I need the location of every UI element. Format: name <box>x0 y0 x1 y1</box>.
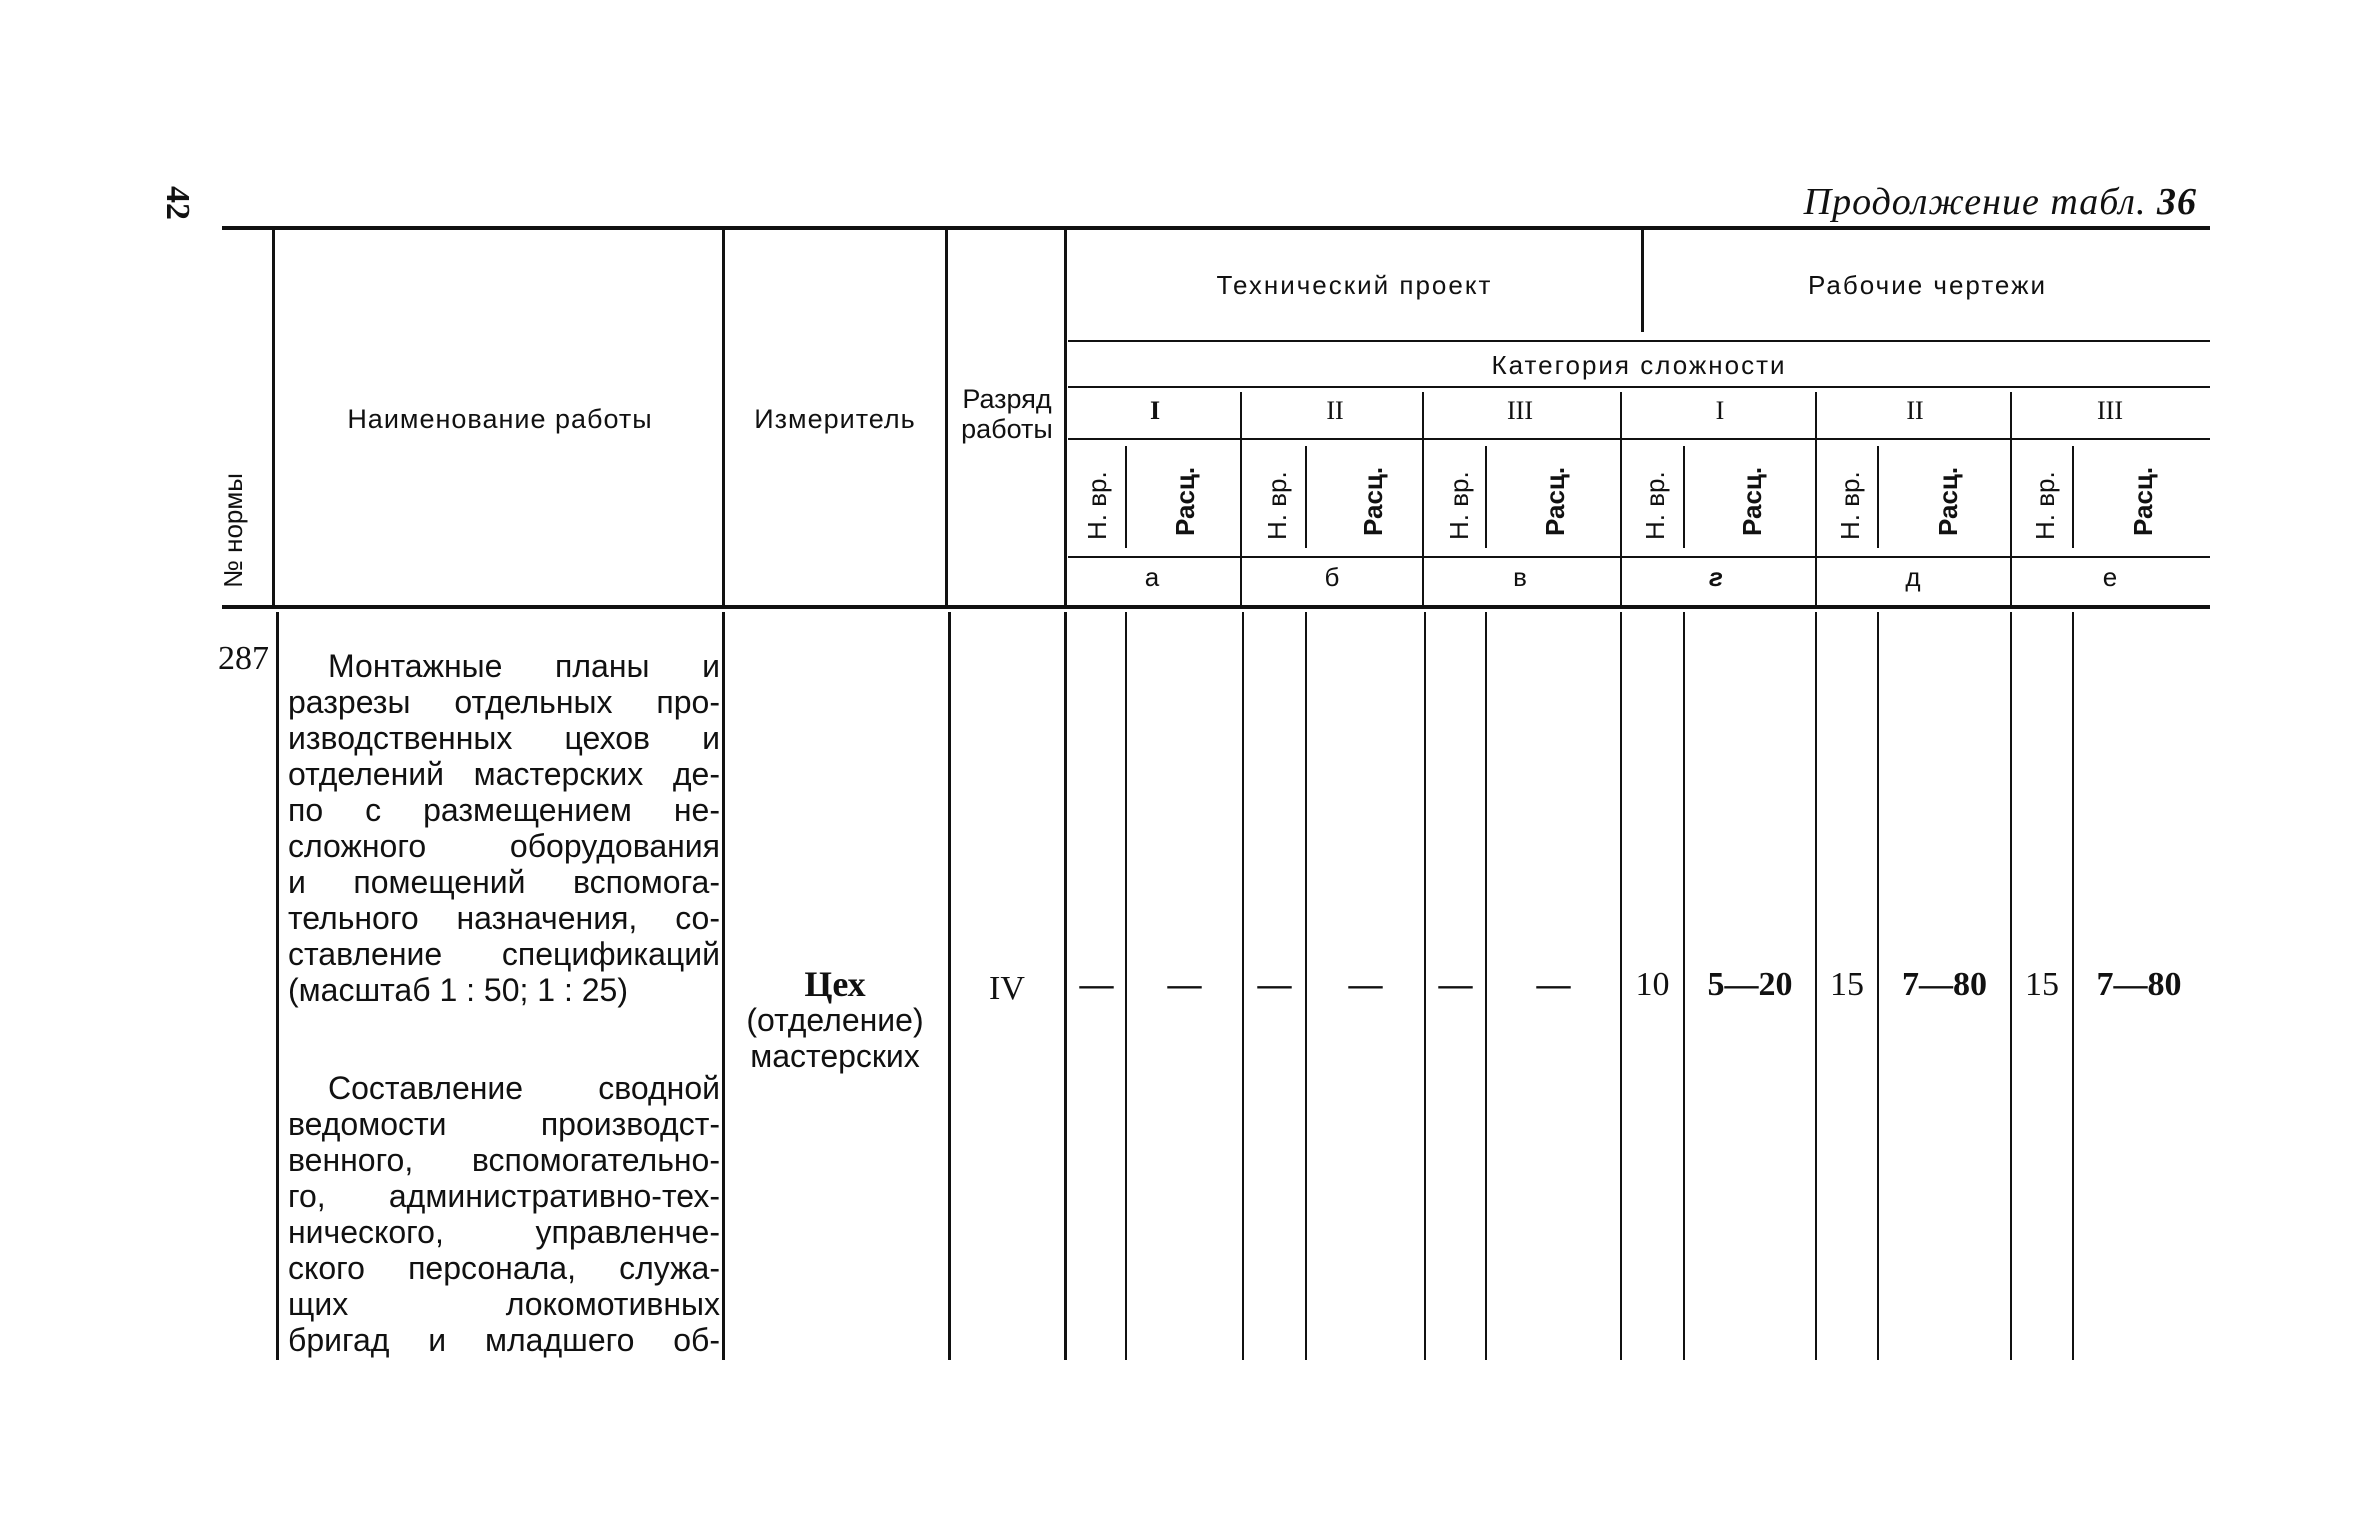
subheader-time-e: Н. вр. <box>1835 471 1865 540</box>
value-b-rate: — <box>1348 966 1383 1003</box>
value-b-time: — <box>1257 966 1292 1003</box>
subheader-rate-f: Расц. <box>2128 466 2158 536</box>
value-a-time: — <box>1079 966 1114 1003</box>
header-complexity-category: Категория сложности <box>1491 350 1787 380</box>
text2-line: Составление сводной <box>328 1070 720 1106</box>
text2-line: бригад и младшего об- <box>288 1322 720 1358</box>
subheader-time-a: Н. вр. <box>1082 471 1112 540</box>
column-letter-d: г <box>1709 562 1723 592</box>
row-norm-number: 287 <box>218 640 269 677</box>
header-measure: Измеритель <box>754 404 916 434</box>
text1-line: отделений мастерских де- <box>288 756 720 792</box>
text2-line: го, административно-тех- <box>288 1178 720 1214</box>
text1-line: (масштаб 1 : 50; 1 : 25) <box>288 972 628 1008</box>
header-technical-project: Технический проект <box>1216 270 1493 300</box>
measure-line1: Цех <box>804 964 866 1004</box>
category-3-tech: III <box>1507 396 1533 425</box>
header-working-drawings: Рабочие чертежи <box>1807 270 2048 300</box>
text1-line: Монтажные планы и <box>328 648 720 684</box>
text1-line: разрезы отдельных про- <box>288 684 720 720</box>
table-number: 36 <box>2157 181 2197 223</box>
work-description-1 <box>288 648 720 1008</box>
column-letter-b: б <box>1324 562 1340 592</box>
value-f-rate: 7—80 <box>2096 966 2182 1003</box>
text2-line: щих локомотивных <box>288 1286 720 1322</box>
measure-line3: мастерских <box>750 1038 920 1074</box>
value-d-rate: 5—20 <box>1707 966 1793 1003</box>
continuation-label: Продолжение табл. <box>1803 181 2147 223</box>
subheader-time-d: Н. вр. <box>1640 471 1670 540</box>
subheader-time-b: Н. вр. <box>1262 471 1292 540</box>
category-1-drawings: I <box>1715 396 1725 425</box>
subheader-rate-a: Расц. <box>1170 466 1200 536</box>
header-work-name: Наименование работы <box>347 404 653 434</box>
text1-line: изводственных цехов и <box>288 720 720 756</box>
value-c-rate: — <box>1536 966 1571 1003</box>
text1-line: по с размещением не- <box>288 792 720 828</box>
column-letter-e: д <box>1905 562 1921 592</box>
category-2-tech: II <box>1326 396 1344 425</box>
subheader-time-f: Н. вр. <box>2030 471 2060 540</box>
work-description-2 <box>288 1070 720 1358</box>
row-measure <box>730 966 940 1074</box>
subheader-rate-c: Расц. <box>1540 466 1570 536</box>
continuation-title <box>1804 180 2197 224</box>
measure-line2: (отделение) <box>746 1002 924 1038</box>
value-c-time: — <box>1438 966 1473 1003</box>
category-1-tech: I <box>1149 396 1161 425</box>
subheader-time-c: Н. вр. <box>1444 471 1474 540</box>
column-letter-c: в <box>1513 562 1527 592</box>
text1-line: и помещений вспомога- <box>288 864 720 900</box>
value-d-time: 10 <box>1635 966 1670 1003</box>
text1-line: ставление спецификаций <box>288 936 720 972</box>
page-number: 42 <box>159 186 196 220</box>
row-grade: IV <box>989 970 1025 1007</box>
header-grade-line2: работы <box>961 414 1053 444</box>
text1-line: тельного назначения, со- <box>288 900 720 936</box>
value-e-time: 15 <box>1830 966 1864 1003</box>
column-letter-f: е <box>2102 562 2118 592</box>
header-grade-line1: Разряд <box>962 384 1052 414</box>
header-grade <box>950 384 1064 444</box>
text1-line: сложного оборудования <box>288 828 720 864</box>
text2-line: венного, вспомогательно- <box>288 1142 720 1178</box>
category-3-drawings: III <box>2097 396 2123 425</box>
value-f-time: 15 <box>2025 966 2059 1003</box>
text2-line: ского персонала, служа- <box>288 1250 720 1286</box>
text2-line: нического, управленче- <box>288 1214 720 1250</box>
category-2-drawings: II <box>1906 396 1924 425</box>
subheader-rate-d: Расц. <box>1737 466 1767 536</box>
value-e-rate: 7—80 <box>1902 966 1987 1003</box>
subheader-rate-b: Расц. <box>1358 466 1388 536</box>
column-letter-a: а <box>1144 562 1160 592</box>
subheader-rate-e: Расц. <box>1933 466 1963 536</box>
value-a-rate: — <box>1167 966 1202 1003</box>
header-norm-number: № нормы <box>218 473 248 588</box>
text2-line: ведомости производст- <box>288 1106 720 1142</box>
